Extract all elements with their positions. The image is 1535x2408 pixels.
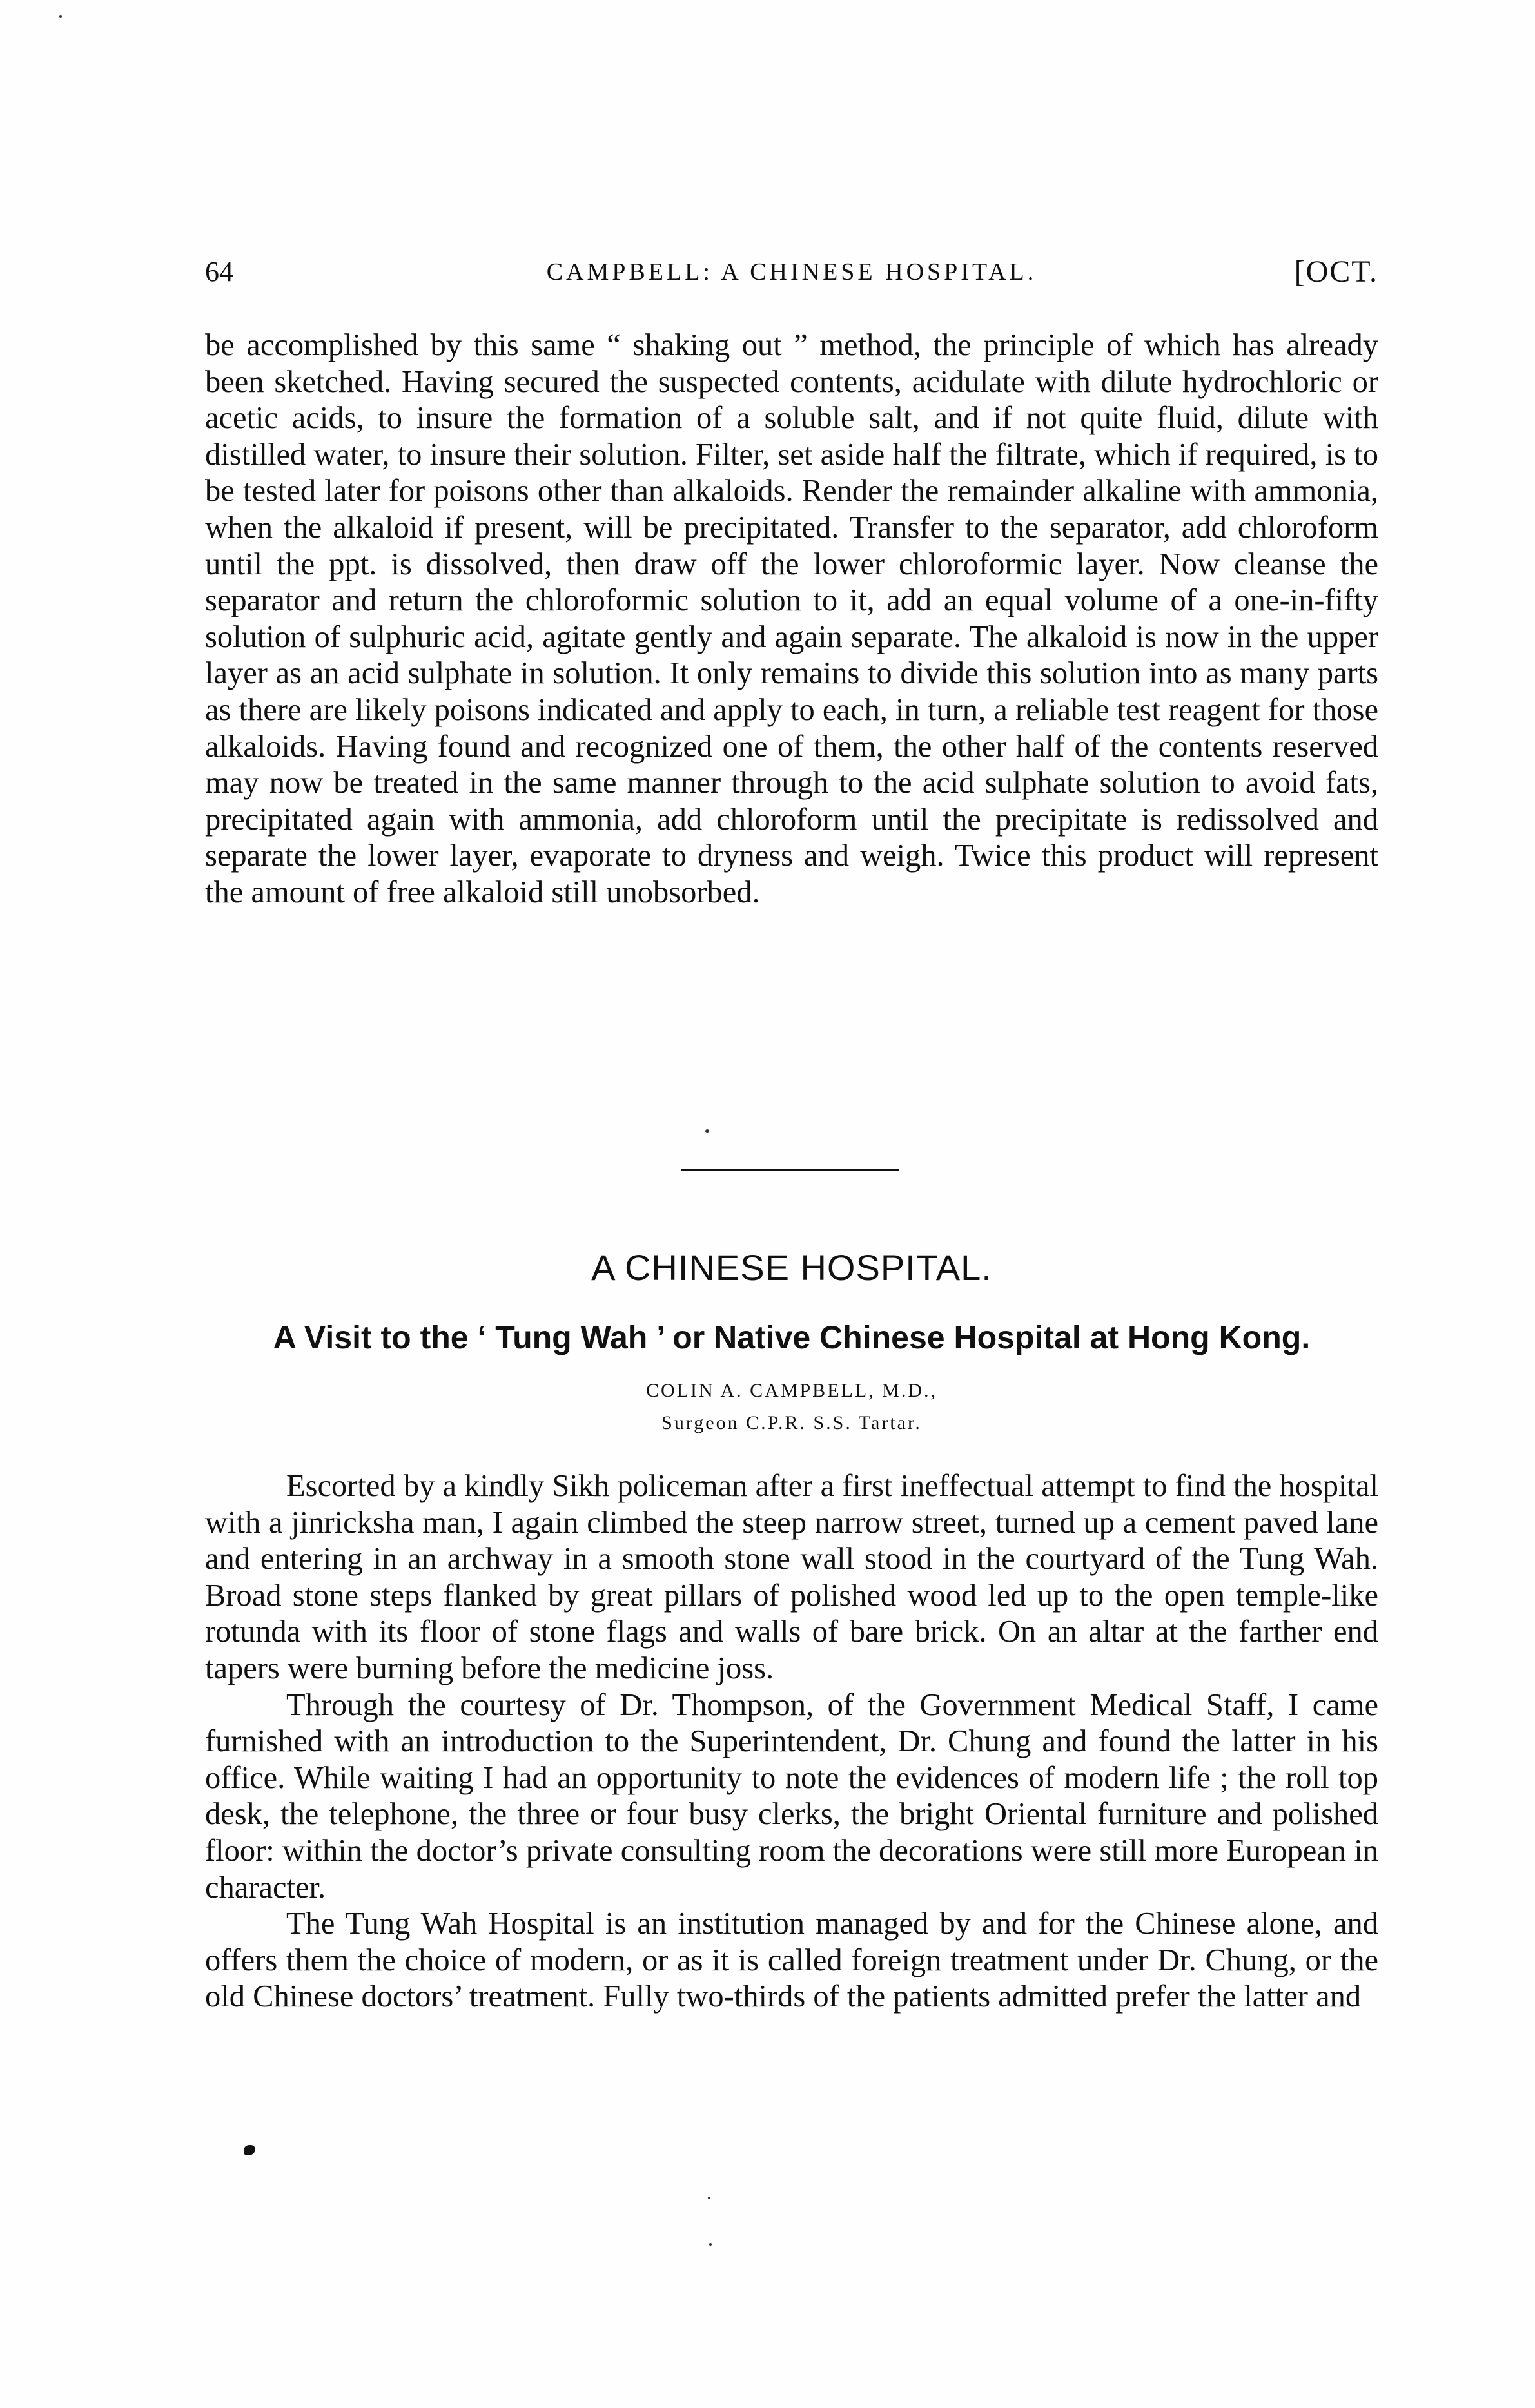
article-body (205, 1468, 1378, 2015)
speck-mark (59, 15, 62, 18)
running-title: CAMPBELL: A CHINESE HOSPITAL. (546, 258, 1037, 286)
speck-mark (705, 1129, 709, 1133)
paragraph: Escorted by a kindly Sikh policeman after a first ineffectual attempt to find the hospital with a jinricksha man, I again climbed the steep narrow street, turned up a cement paved lane and entering in an archway in a smooth stone wall stood in the courtyard of the Tung Wah. Broad stone steps flanked by great pillars of polished wood led up to the open temple-like rotunda with its floor of stone flags and walls of bare brick. On an altar at the farther end tapers were burning before the medicine joss. (205, 1469, 1378, 1685)
paragraph: Through the courtesy of Dr. Thompson, of the Government Medical Staff, I came furnished with an introduction to the Superintendent, Dr. Chung and found the latter in his office. While waiting I had an opportunity to note the evidences of modern life ; the roll top desk, the telephone, the three or four busy clerks, the bright Oriental furniture and polished floor: within the doctor’s private consulting room the decorations were still more European in character. (205, 1687, 1378, 1905)
paragraph: The Tung Wah Hospital is an institution managed by and for the Chinese alone, and offers them the choice of modern, or as it is called foreign treatment under Dr. Chung, or the old Chinese doctors’ treatment. Fully two-thirds of the patients admitted prefer the latter and (205, 1907, 1378, 2014)
article-title: A CHINESE HOSPITAL. (591, 1247, 992, 1288)
ink-blot (244, 2145, 255, 2155)
speck-mark (709, 2243, 712, 2246)
paragraph: be accomplished by this same “ shaking out ” method, the principle of which has already been sketched. Having secured the suspected contents, acidulate with dilute hydrochloric or acetic acids, to insure the formation of a soluble salt, and if not quite fluid, dilute with distilled water, to insure their solution. Filter, set aside half the filtrate, which if required, is to be tested later for poisons other than alkaloids. Render the remainder alkaline with ammonia, when the alkaloid if present, will be precipitated. Transfer to the separator, add chloroform until the ppt. is dissolved, then draw off the lower chloroformic layer. Now cleanse the separator and return the chloroformic solution to it, add an equal volume of a one-in-fifty solution of sulphuric acid, agitate gently and again separate. The alkaloid is now in the upper layer as an acid sulphate in solution. It only remains to divide this solution into as many parts as there are likely poisons indicated and apply to each, in turn, a reliable test reagent for those alkaloids. Having found and recognized one of them, the other half of the contents reserved may now be treated in the same manner through to the acid sulphate solution to avoid fats, precipitated again with ammonia, add chloroform until the precipitate is redissolved and separate the lower layer, evaporate to dryness and weigh. Twice this product will represent the amount of free alkaloid still unobsorbed. (205, 328, 1378, 909)
page-number: 64 (205, 256, 233, 287)
previous-article-text (205, 327, 1378, 911)
issue-month: [OCT. (1294, 255, 1378, 289)
author-name: COLIN A. CAMPBELL, M.D., (645, 1380, 938, 1401)
running-head (205, 253, 1378, 291)
author-affiliation: Surgeon C.P.R. S.S. Tartar. (661, 1412, 922, 1433)
section-divider (681, 1169, 899, 1171)
article-subtitle: A Visit to the ‘ Tung Wah ’ or Native Chinese Hospital at Hong Kong. (273, 1319, 1311, 1355)
speck-mark (708, 2197, 710, 2199)
